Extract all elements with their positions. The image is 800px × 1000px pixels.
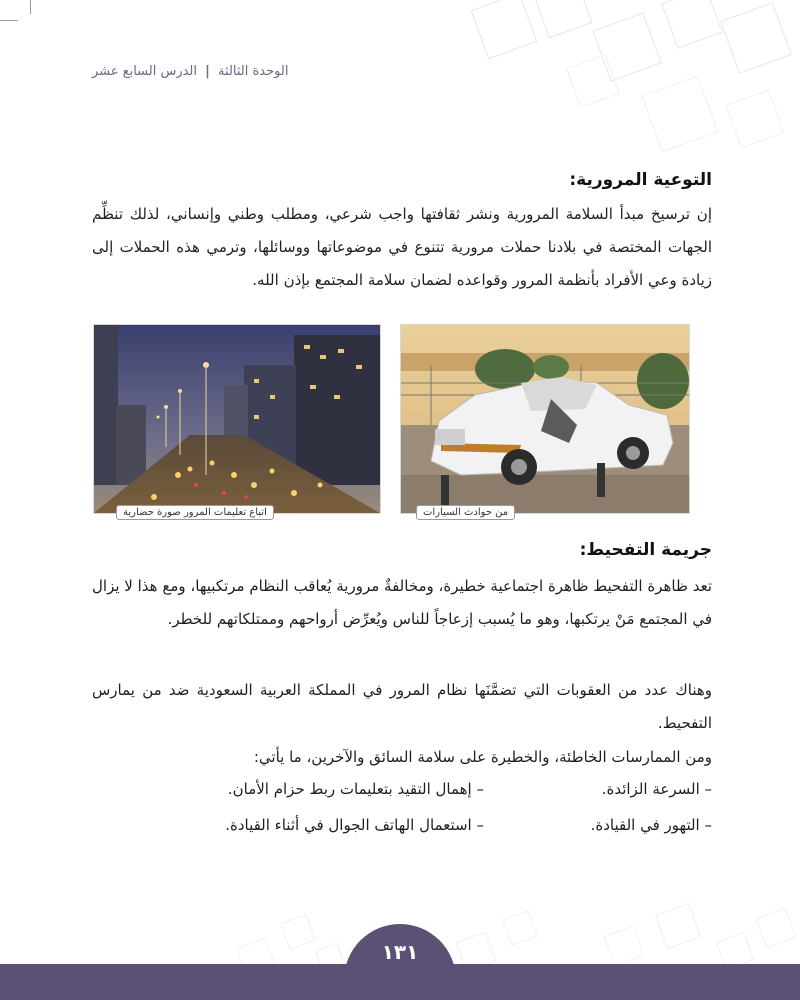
city-traffic-night-illustration (94, 325, 380, 513)
photo-crashed-car (400, 324, 690, 514)
section-title-traffic-awareness: التوعية المرورية: (569, 170, 712, 190)
section-title-drifting-crime: جريمة التفحيط: (579, 540, 712, 560)
unit-label: الوحدة الثالثة (218, 64, 289, 79)
traffic-awareness-paragraph: إن ترسيخ مبدأ السلامة المرورية ونشر ثقافتها واجب شرعي، ومطلب وطني وإنساني، لذلك تنظِّم الجهات المختصة في بلادنا حملات مرورية تتنوع في موضوعاتها ووسائلها، وترمي هذه الحملات إلى زيادة وعي الأفراد بأنظمة المرور وقواعده لضمان سلامة المجتمع بإذن الله. (92, 205, 712, 289)
drifting-paragraph-2: وهناك عدد من العقوبات التي تضمَّنَها نظام المرور في المملكة العربية السعودية ضد من يمارس التفحيط. (92, 681, 712, 732)
page-number: ١٣١ (381, 940, 419, 964)
crashed-pickup-truck-illustration (401, 325, 689, 513)
drifting-paragraph-1: تعد ظاهرة التفحيط ظاهرة اجتماعية خطيرة، ومخالفةٌ مرورية يُعاقب النظام مرتكبيها، ومع هذا لا يزال في المجتمع مَنْ يرتكبها، وهو ما يُسبب إزعاجاً للناس ويُعرِّض أرواحهم وممتلكاتهم للخطر. (92, 577, 712, 628)
photo-caption-crash: من حوادث السيارات (416, 505, 515, 520)
photo-city-traffic (93, 324, 381, 514)
list-row (92, 780, 712, 816)
crop-mark (30, 0, 31, 14)
wrong-practices-list (92, 780, 712, 852)
lesson-label: الدرس السابع عشر (92, 64, 198, 79)
list-item: – التهور في القيادة. (590, 816, 712, 834)
list-row (92, 816, 712, 852)
header-separator: | (205, 64, 210, 79)
list-item: – إهمال التقيد بتعليمات ربط حزام الأمان. (227, 780, 484, 798)
wrong-practices-intro: ومن الممارسات الخاطئة، والخطيرة على سلامة السائق والآخرين، ما يأتي: (253, 748, 712, 766)
running-header (92, 64, 800, 79)
list-item: – السرعة الزائدة. (601, 780, 712, 798)
list-item: – استعمال الهاتف الجوال في أثناء القيادة. (225, 816, 484, 834)
photo-caption-traffic: اتباع تعليمات المرور صورة حضارية (116, 505, 274, 520)
crop-mark (0, 20, 18, 21)
